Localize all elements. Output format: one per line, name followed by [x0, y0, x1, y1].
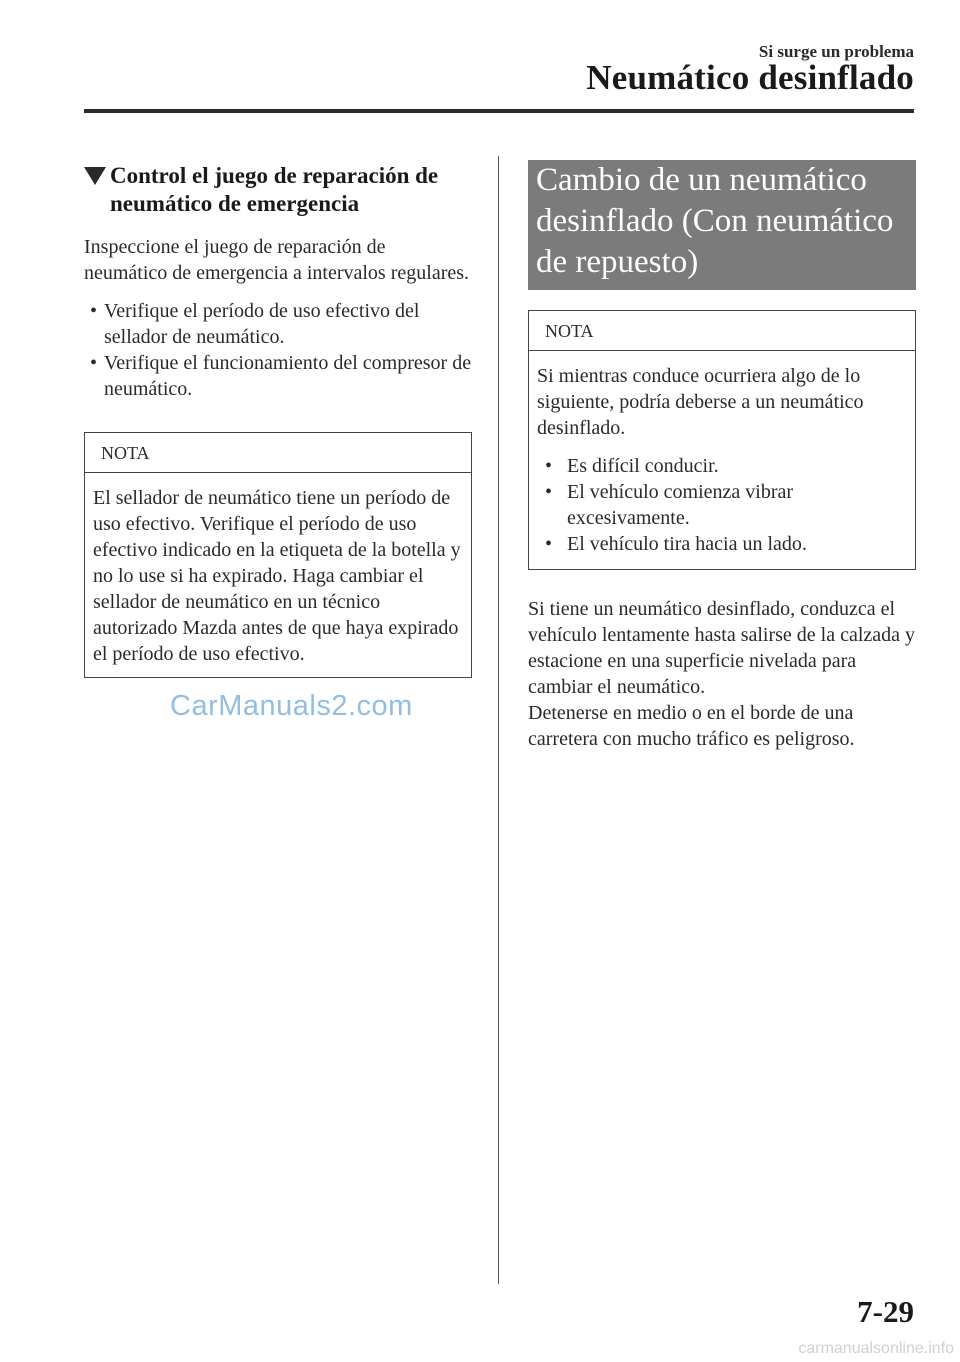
list-item-text: Es difícil conducir.: [567, 455, 719, 477]
section-heading: [84, 162, 472, 218]
note-body: Si mientras conduce ocurriera algo de lo siguiente, podría deberse a un neumático desinflado.: [537, 365, 864, 439]
page-number: 7-29: [857, 1294, 914, 1329]
list-item: [90, 350, 472, 402]
intro-paragraph: Inspeccione el juego de reparación de neumático de emergencia a intervalos regulares.: [84, 236, 470, 284]
right-column: [528, 160, 916, 752]
list-item-text: Verifique el funcionamiento del compresor de neumático.: [104, 352, 472, 400]
note-label: NOTA: [529, 311, 915, 351]
list-item: [545, 453, 915, 479]
bullet-icon: •: [90, 300, 98, 322]
paragraph-text: Detenerse en medio o en el borde de una carretera con mucho tráfico es peligroso.: [528, 702, 855, 750]
section-banner: Cambio de un neumático desinflado (Con neumático de repuesto): [528, 160, 916, 290]
bullet-icon: •: [545, 455, 553, 477]
note-label: NOTA: [85, 433, 471, 473]
symptom-list: [545, 453, 915, 557]
list-item: [545, 479, 915, 531]
list-item-text: El vehículo tira hacia un lado.: [567, 533, 807, 555]
column-divider: [498, 156, 499, 1284]
note-box: [528, 310, 916, 570]
list-item-text: Verifique el período de uso efectivo del sellador de neumático.: [104, 300, 420, 348]
watermark-link[interactable]: CarManuals2.com: [170, 690, 413, 722]
left-column: [84, 162, 472, 678]
check-list: [90, 298, 472, 402]
section-heading-text: Control el juego de reparación de neumático de emergencia: [110, 163, 439, 216]
footer-site-link[interactable]: carmanualsonline.info: [798, 1340, 954, 1357]
note-box: [84, 432, 472, 678]
header-section-title: Neumático desinflado: [586, 58, 914, 97]
bullet-icon: •: [90, 352, 98, 374]
bullet-icon: •: [545, 481, 553, 503]
note-body: El sellador de neumático tiene un período de uso efectivo. Verifique el período de uso efectivo indicado en la etiqueta de la botella y no lo use si ha expirado. Haga cambiar el sellador de neumático en un técnico autorizado Mazda antes de que haya expirado el período de uso efectivo.: [93, 487, 461, 665]
bullet-icon: •: [545, 533, 553, 555]
body-paragraph: [528, 596, 916, 752]
list-item: [545, 531, 915, 557]
paragraph-text: Si tiene un neumático desinflado, conduzca el vehículo lentamente hasta salirse de la calzada y estacione en una superficie nivelada para cambiar el neumático.: [528, 598, 916, 698]
list-item-text: El vehículo comienza vibrar excesivamente.: [567, 481, 794, 529]
triangle-down-icon: [84, 167, 106, 185]
header-chapter: Si surge un problema: [758, 42, 914, 61]
list-item: [90, 298, 472, 350]
header-rule: [84, 109, 914, 113]
